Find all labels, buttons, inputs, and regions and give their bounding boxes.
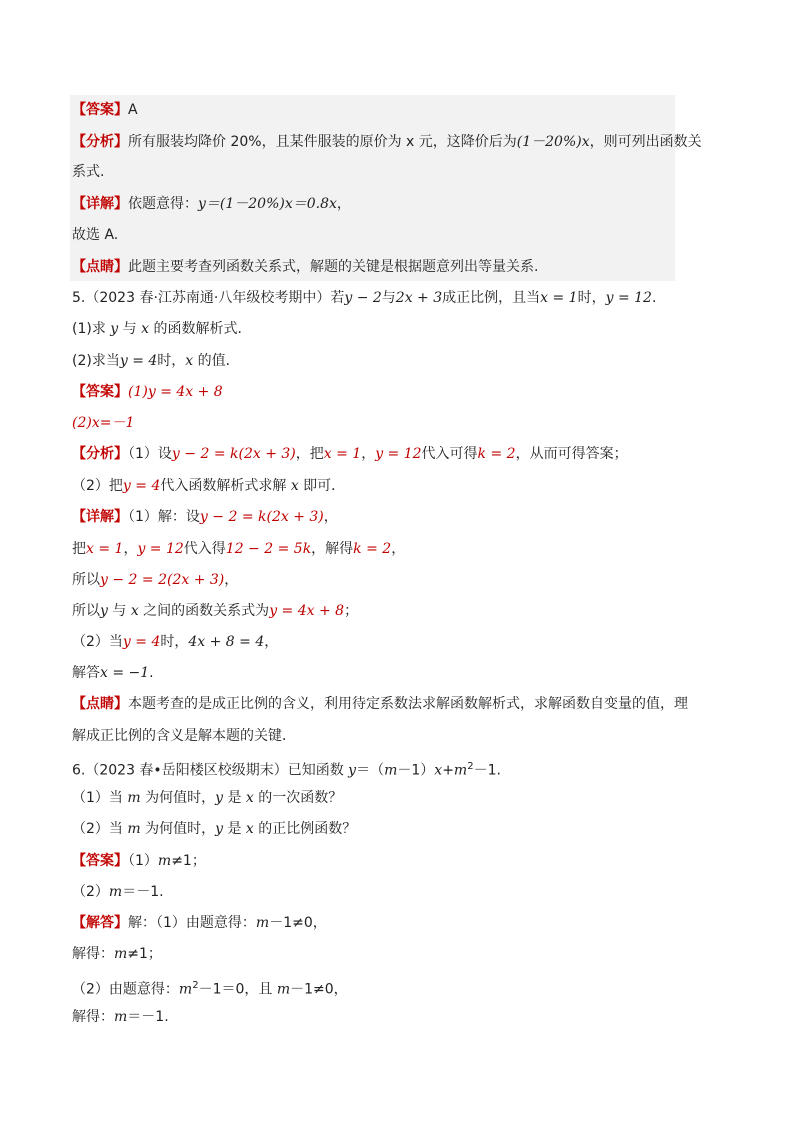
q4-detail-line2: 故选 A.: [72, 227, 119, 243]
q6-part2: （2）当 m 为何值时，y 是 x 的正比例函数？: [72, 821, 357, 837]
q5-detail-5: （2）当y = 4时，4x + 8 = 4，: [72, 634, 279, 650]
q4-comment: 【点睛】此题主要考查列函数关系式，解题的关键是根据题意列出等量关系.: [72, 259, 539, 275]
q6-part1: （1）当 m 为何值时，y 是 x 的一次函数？: [72, 790, 343, 806]
q4-answer: 【答案】A: [72, 102, 138, 118]
q5-analysis: 【分析】（1）设y − 2 = k(2x + 3)，把x = 1，y = 12代入可得k = 2，从而可得答案；: [72, 446, 628, 462]
q6-solution-2: 解得：m≠1；: [72, 946, 162, 962]
q4-analysis: 【分析】所有服装均降价 20%，且某件服装的原价为 x 元，这降价后为(1－20%)x，则可列出函数关: [72, 134, 702, 150]
q5-answer-2: (2)x=－1: [72, 415, 135, 431]
q4-detail: 【详解】依题意得：y＝(1－20%)x＝0.8x，: [72, 196, 351, 212]
q5-part2: (2)求当y = 4时，x 的值．: [72, 353, 240, 369]
q5-analysis-2: （2）把y = 4代入函数解析式求解 x 即可．: [72, 478, 346, 494]
q5-comment: 【点睛】本题考查的是成正比例的含义，利用待定系数法求解函数解析式，求解函数自变量的值，理: [72, 696, 688, 712]
q6-solution-4: 解得：m＝－1.: [72, 1009, 169, 1025]
q5-stem: 5.（2023 春·江苏南通·八年级校考期中）若y − 2与2x + 3成正比例，且当x = 1时，y = 12.: [72, 290, 657, 306]
answer-shaded-block: [70, 95, 675, 281]
q4-analysis-cont: 系式.: [72, 164, 105, 180]
q5-detail-4: 所以y 与 x 之间的函数关系式为y = 4x + 8；: [72, 603, 359, 619]
q6-answer-2: （2）m＝－1.: [72, 884, 164, 900]
q5-detail-3: 所以y − 2 = 2(2x + 3)，: [72, 572, 239, 588]
q5-comment-cont: 解成正比例的含义是解本题的关键．: [72, 728, 296, 744]
q6-stem: 6.（2023 春•岳阳楼区校级期末）已知函数 $y=(m-1)x+m^2-1$.: [72, 761, 501, 779]
q6-answer: 【答案】（1）m≠1；: [72, 853, 206, 869]
q5-answer: 【答案】(1)y = 4x + 8: [72, 384, 223, 400]
q5-detail: 【详解】（1）解：设y − 2 = k(2x + 3)，: [72, 509, 338, 525]
q5-detail-6: 解答x = −1.: [72, 665, 154, 681]
q6-solution-3: （2）由题意得：$m^2-1=0$，且 m－1≠0，: [72, 980, 348, 998]
q5-detail-2: 把x = 1，y = 12代入得12 − 2 = 5k，解得k = 2，: [72, 541, 406, 557]
q5-part1: (1)求 y 与 x 的函数解析式．: [72, 321, 252, 337]
q6-solution: 【解答】解：（1）由题意得：m－1≠0，: [72, 915, 327, 931]
